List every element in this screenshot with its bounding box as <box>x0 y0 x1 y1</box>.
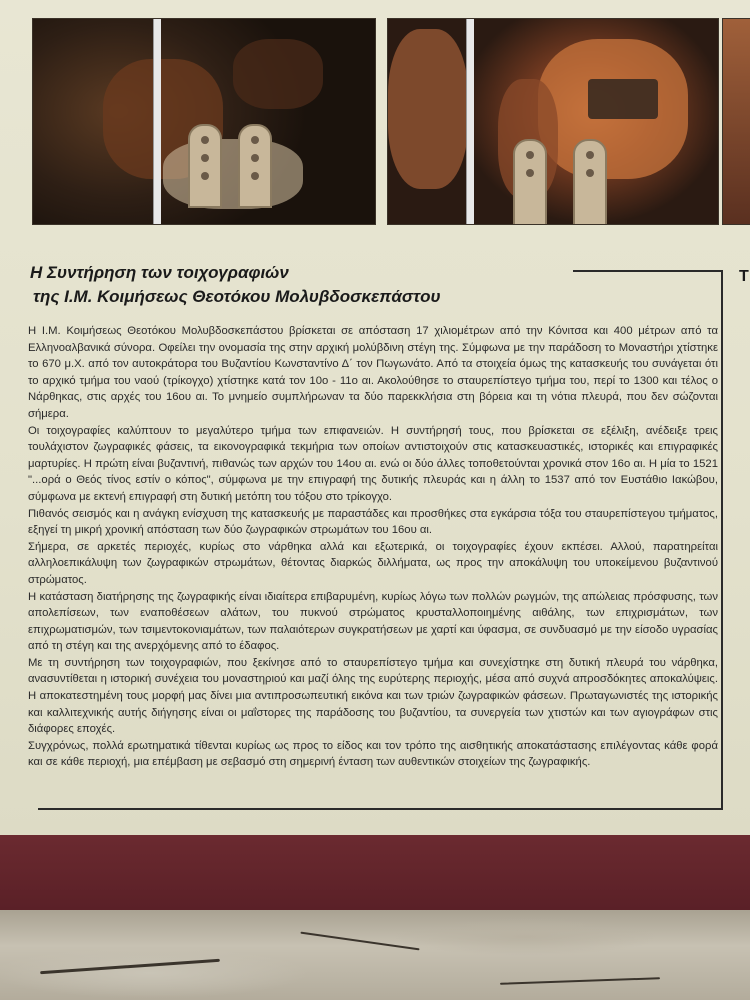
sign-title <box>30 261 590 309</box>
fresco-photo-edge <box>722 18 750 225</box>
paragraph-1: Η Ι.Μ. Κοιμήσεως Θεοτόκου Μολυβδοσκεπάστου βρίσκεται σε απόσταση 17 χιλιομέτρων από την Κόνιτσα και 400 μέτρων από τα Ελληνοαλβανικά σύνορα. Οφείλει την ονομασία της στην αρχική μολύβδινη στέγη της. Σύμφωνα με την παράδοση το Μοναστήρι χτίστηκε το 670 μ.Χ. από τον αυτοκράτορα του Βυζαντίου Κωνσταντίνο Δ΄ τον Πωγωνάτο. Από τα στοιχεία όμως της κατασκευής του συνάγεται ότι το αρχικό τμήμα του ναού (τρίκογχο) χτίστηκε κατά τον 10ο - 11ο αι. Ακολούθησε το σταυρεπίστεγο τμήμα του, περί το 1300 και τέλος ο Νάρθηκας, στις αρχές του 16ου αι. Το μνημείο συμπλήρωναν τα δύο παρεκκλήσια στη βόρεια και τη νότια πλευρά, που δεν σώζονται σήμερα. <box>28 325 718 420</box>
maroon-base-band <box>0 835 750 910</box>
title-line-2: της Ι.Μ. Κοιμήσεως Θεοτόκου Μολυβδοσκεπάστου <box>33 287 441 306</box>
paragraph-3: Πιθανός σεισμός και η ανάγκη ενίσχυση της κατασκευής με παραστάδες και προσθήκες στα εγκάρσια τόξα του σταυρεπίστεγου τμήματος, εξηγεί τη μικρή χρονική απόσταση των δύο ζωγραφικών στρωμάτων του 16ου αι. <box>28 507 718 537</box>
paragraph-2: Οι τοιχογραφίες καλύπτουν το μεγαλύτερο τμήμα των επιφανειών. Η συντήρησή τους, που βρίσκεται σε εξέλιξη, ανέδειξε τρεις τουλάχιστον ζωγραφικές φάσεις, τα εικονογραφικά τεκμήρια των οποίων αντιστοιχούν στις κατασκευαστικές, ιστορικές και επιγραφικές μαρτυρίες. Η πρώτη είναι βυζαντινή, πιθανώς των αρχών του 14ου αι. ενώ οι δύο άλλες τοποθετούνται χρονικά στον 16ο αι. Η μία το 1521 "...ορά ο Θεός τίνος εστίν ο κόπος", σύμφωνα με την επιγραφή της δυτικής πλευράς και η άλλη το 1537 από τον Ευστάθιο Ιακώβου, σύμφωνα με εκτενή επιγραφή στη δυτική μετόπη του τόξου στο τρίκογχο. <box>28 424 718 503</box>
side-mark: Τ <box>739 268 749 285</box>
stone-wall <box>0 910 750 1000</box>
title-line-1: Η Συντήρηση των τοιχογραφιών <box>30 263 289 282</box>
sign-body-text <box>28 323 718 771</box>
paragraph-7: Συγχρόνως, πολλά ερωτηματικά τίθενται κυρίως ως προς το είδος και τον τρόπο της αισθητικής αποκατάστασης επιλέγοντας κάθε φορά και σε κάθε περιοχή, μια επέμβαση με σεβασμό στη σημερινή ένταση των αυθεντικών στοιχείων της ζωγραφικής. <box>28 739 718 769</box>
fresco-photo-left <box>32 18 376 225</box>
paragraph-4: Σήμερα, σε αρκετές περιοχές, κυρίως στο νάρθηκα αλλά και εξωτερικά, οι τοιχογραφίες έχουν εκπέσει. Αλλού, παρατηρείται αλληλοεπικάλυψη των ζωγραφικών στρωμάτων, θέτοντας διαρκώς διλλήματα, ως προς την αποκάλυψη του υποκείμενου βυζαντινού στρώματος. <box>28 540 718 586</box>
fresco-photo-right <box>387 18 719 225</box>
paragraph-5: Η κατάσταση διατήρησης της ζωγραφικής είναι ιδιαίτερα επιβαρυμένη, κυρίως λόγω των πολλών ρωγμών, της απώλειας πρόσφυσης, των απολεπίσεων, των εναποθέσεων αλάτων, του πυκνού στρώματος κρυσταλλοποιημένης αιθάλης, των επιχρισμάτων, των επιχρωματισμών, των τσιμεντοκονιαμάτων, των παλαιότερων συγκρατήσεων με χαρτί και ύφασμα, σε συνδυασμό με την είσοδο υγρασίας από τη στέγη και της ανερχόμενης από το έδαφος. <box>28 590 718 653</box>
paragraph-6: Με τη συντήρηση των τοιχογραφιών, που ξεκίνησε από το σταυρεπίστεγο τμήμα και συνεχίστηκε στη δυτική πλευρά του νάρθηκα, ανασυντίθεται η ιστορική συνέχεια του μοναστηριού και μαζί όλης της ευρύτερης περιοχής, μέσα από συχνά απροσδόκητες αποκαλύψεις. Η αποκατεστημένη τους μορφή μας δίνει μια αντιπροσωπευτική εικόνα και των τριών ζωγραφικών φάσεων. Πρωταγωνιστές της ιστορικής και καλλιτεχνικής αυτής διήγησης είναι οι μαΐστορες της παράδοσης του βυζαντίου, τα συνεργεία των χτιστών και των αγιογράφων στις διάφορες εποχές. <box>28 656 718 736</box>
